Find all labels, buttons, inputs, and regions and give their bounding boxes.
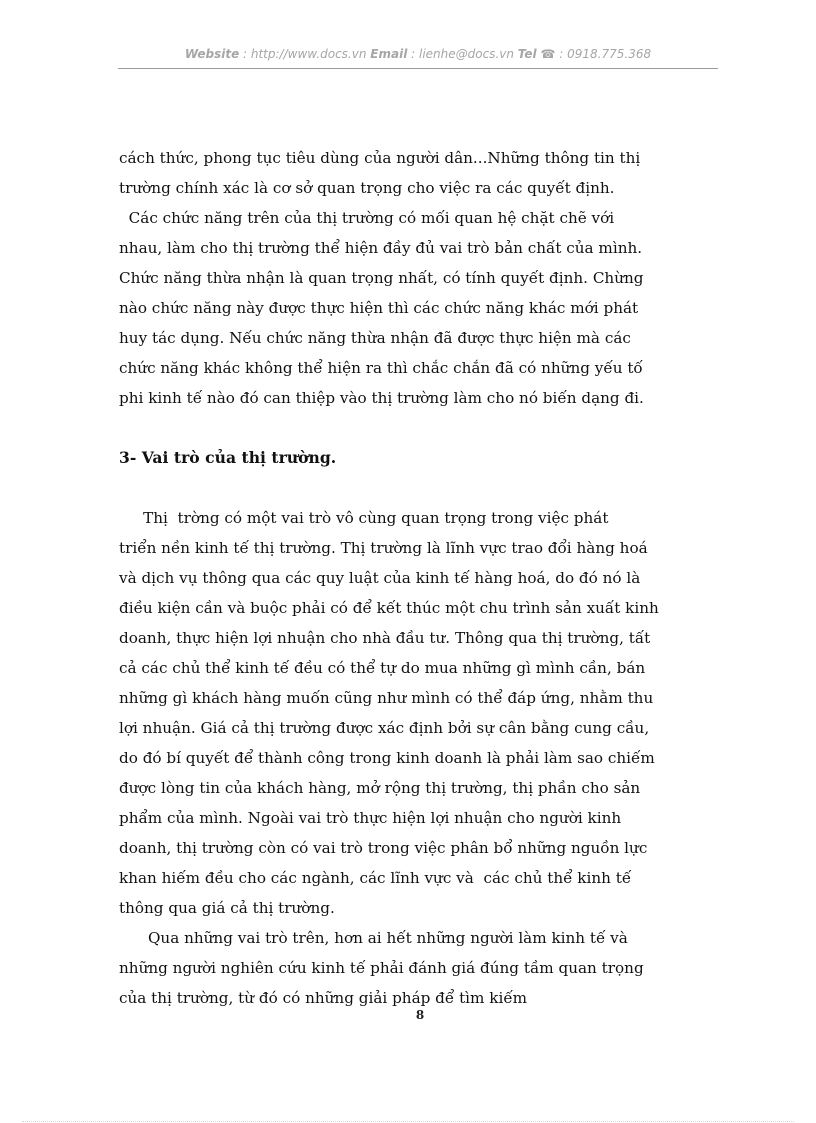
text-line: của thị trường, từ đó có những giải pháp để tìm kiếm xyxy=(119,989,528,1007)
email-value: : lienhe@docs.vn xyxy=(407,47,518,61)
text-line: doanh, thị trường còn có vai trò trong việc phân bổ những nguồn lực xyxy=(119,839,648,857)
phone-icon: ☎ xyxy=(540,47,556,61)
text-line: nào chức năng này được thực hiện thì các chức năng khác mới phát xyxy=(119,299,639,317)
text-line: Thị trờng có một vai trò vô cùng quan trọng trong việc phát xyxy=(119,509,609,527)
section-heading: 3- Vai trò của thị trường. xyxy=(119,448,337,467)
text-line: doanh, thực hiện lợi nhuận cho nhà đầu tư. Thông qua thị trường, tất xyxy=(119,629,651,647)
text-line: chức năng khác không thể hiện ra thì chắc chắn đã có những yếu tố xyxy=(119,359,643,377)
tel-value: : 0918.775.368 xyxy=(555,47,652,61)
text-line: điều kiện cần và buộc phải có để kết thúc một chu trình sản xuất kinh xyxy=(119,599,659,617)
website-value: : http://www.docs.vn xyxy=(239,47,371,61)
text-line: phi kinh tế nào đó can thiệp vào thị trường làm cho nó biến dạng đi. xyxy=(119,389,644,407)
text-line: và dịch vụ thông qua các quy luật của kinh tế hàng hoá, do đó nó là xyxy=(119,569,641,587)
text-line: Chức năng thừa nhận là quan trọng nhất, có tính quyết định. Chừng xyxy=(119,269,644,287)
tel-label: Tel xyxy=(517,47,537,61)
text-line: những gì khách hàng muốn cũng như mình có thể đáp ứng, nhằm thu xyxy=(119,689,654,707)
text-line: trường chính xác là cơ sở quan trọng cho việc ra các quyết định. xyxy=(119,179,615,197)
email-label: Email xyxy=(370,47,408,61)
text-line: huy tác dụng. Nếu chức năng thừa nhận đã được thực hiện mà các xyxy=(119,329,631,347)
text-line: những người nghiên cứu kinh tế phải đánh giá đúng tầm quan trọng xyxy=(119,959,644,977)
page-number: 8 xyxy=(415,1008,425,1022)
text-line: thông qua giá cả thị trường. xyxy=(119,899,335,917)
header-divider xyxy=(118,68,718,69)
website-label: Website xyxy=(184,47,240,61)
text-line: được lòng tin của khách hàng, mở rộng thị trường, thị phần cho sản xyxy=(119,779,641,797)
text-line: do đó bí quyết để thành công trong kinh doanh là phải làm sao chiếm xyxy=(119,749,655,767)
page-header xyxy=(118,47,718,61)
text-line: triển nền kinh tế thị trường. Thị trường là lĩnh vực trao đổi hàng hoá xyxy=(119,539,648,557)
text-line: Qua những vai trò trên, hơn ai hết những người làm kinh tế và xyxy=(119,929,628,947)
text-line: Các chức năng trên của thị trường có mối quan hệ chặt chẽ với xyxy=(119,209,615,227)
text-line: lợi nhuận. Giá cả thị trường được xác định bởi sự cân bằng cung cầu, xyxy=(119,719,650,737)
text-line: cách thức, phong tục tiêu dùng của người dân...Những thông tin thị xyxy=(119,149,641,167)
text-line: khan hiếm đều cho các ngành, các lĩnh vực và các chủ thể kinh tế xyxy=(119,869,632,887)
text-line: nhau, làm cho thị trường thể hiện đầy đủ vai trò bản chất của mình. xyxy=(119,239,643,257)
text-line: phẩm của mình. Ngoài vai trò thực hiện lợi nhuận cho người kinh xyxy=(119,809,622,827)
document-body xyxy=(119,143,659,1013)
text-line: cả các chủ thể kinh tế đều có thể tự do mua những gì mình cần, bán xyxy=(119,659,646,677)
page-bottom-border xyxy=(22,1121,794,1122)
